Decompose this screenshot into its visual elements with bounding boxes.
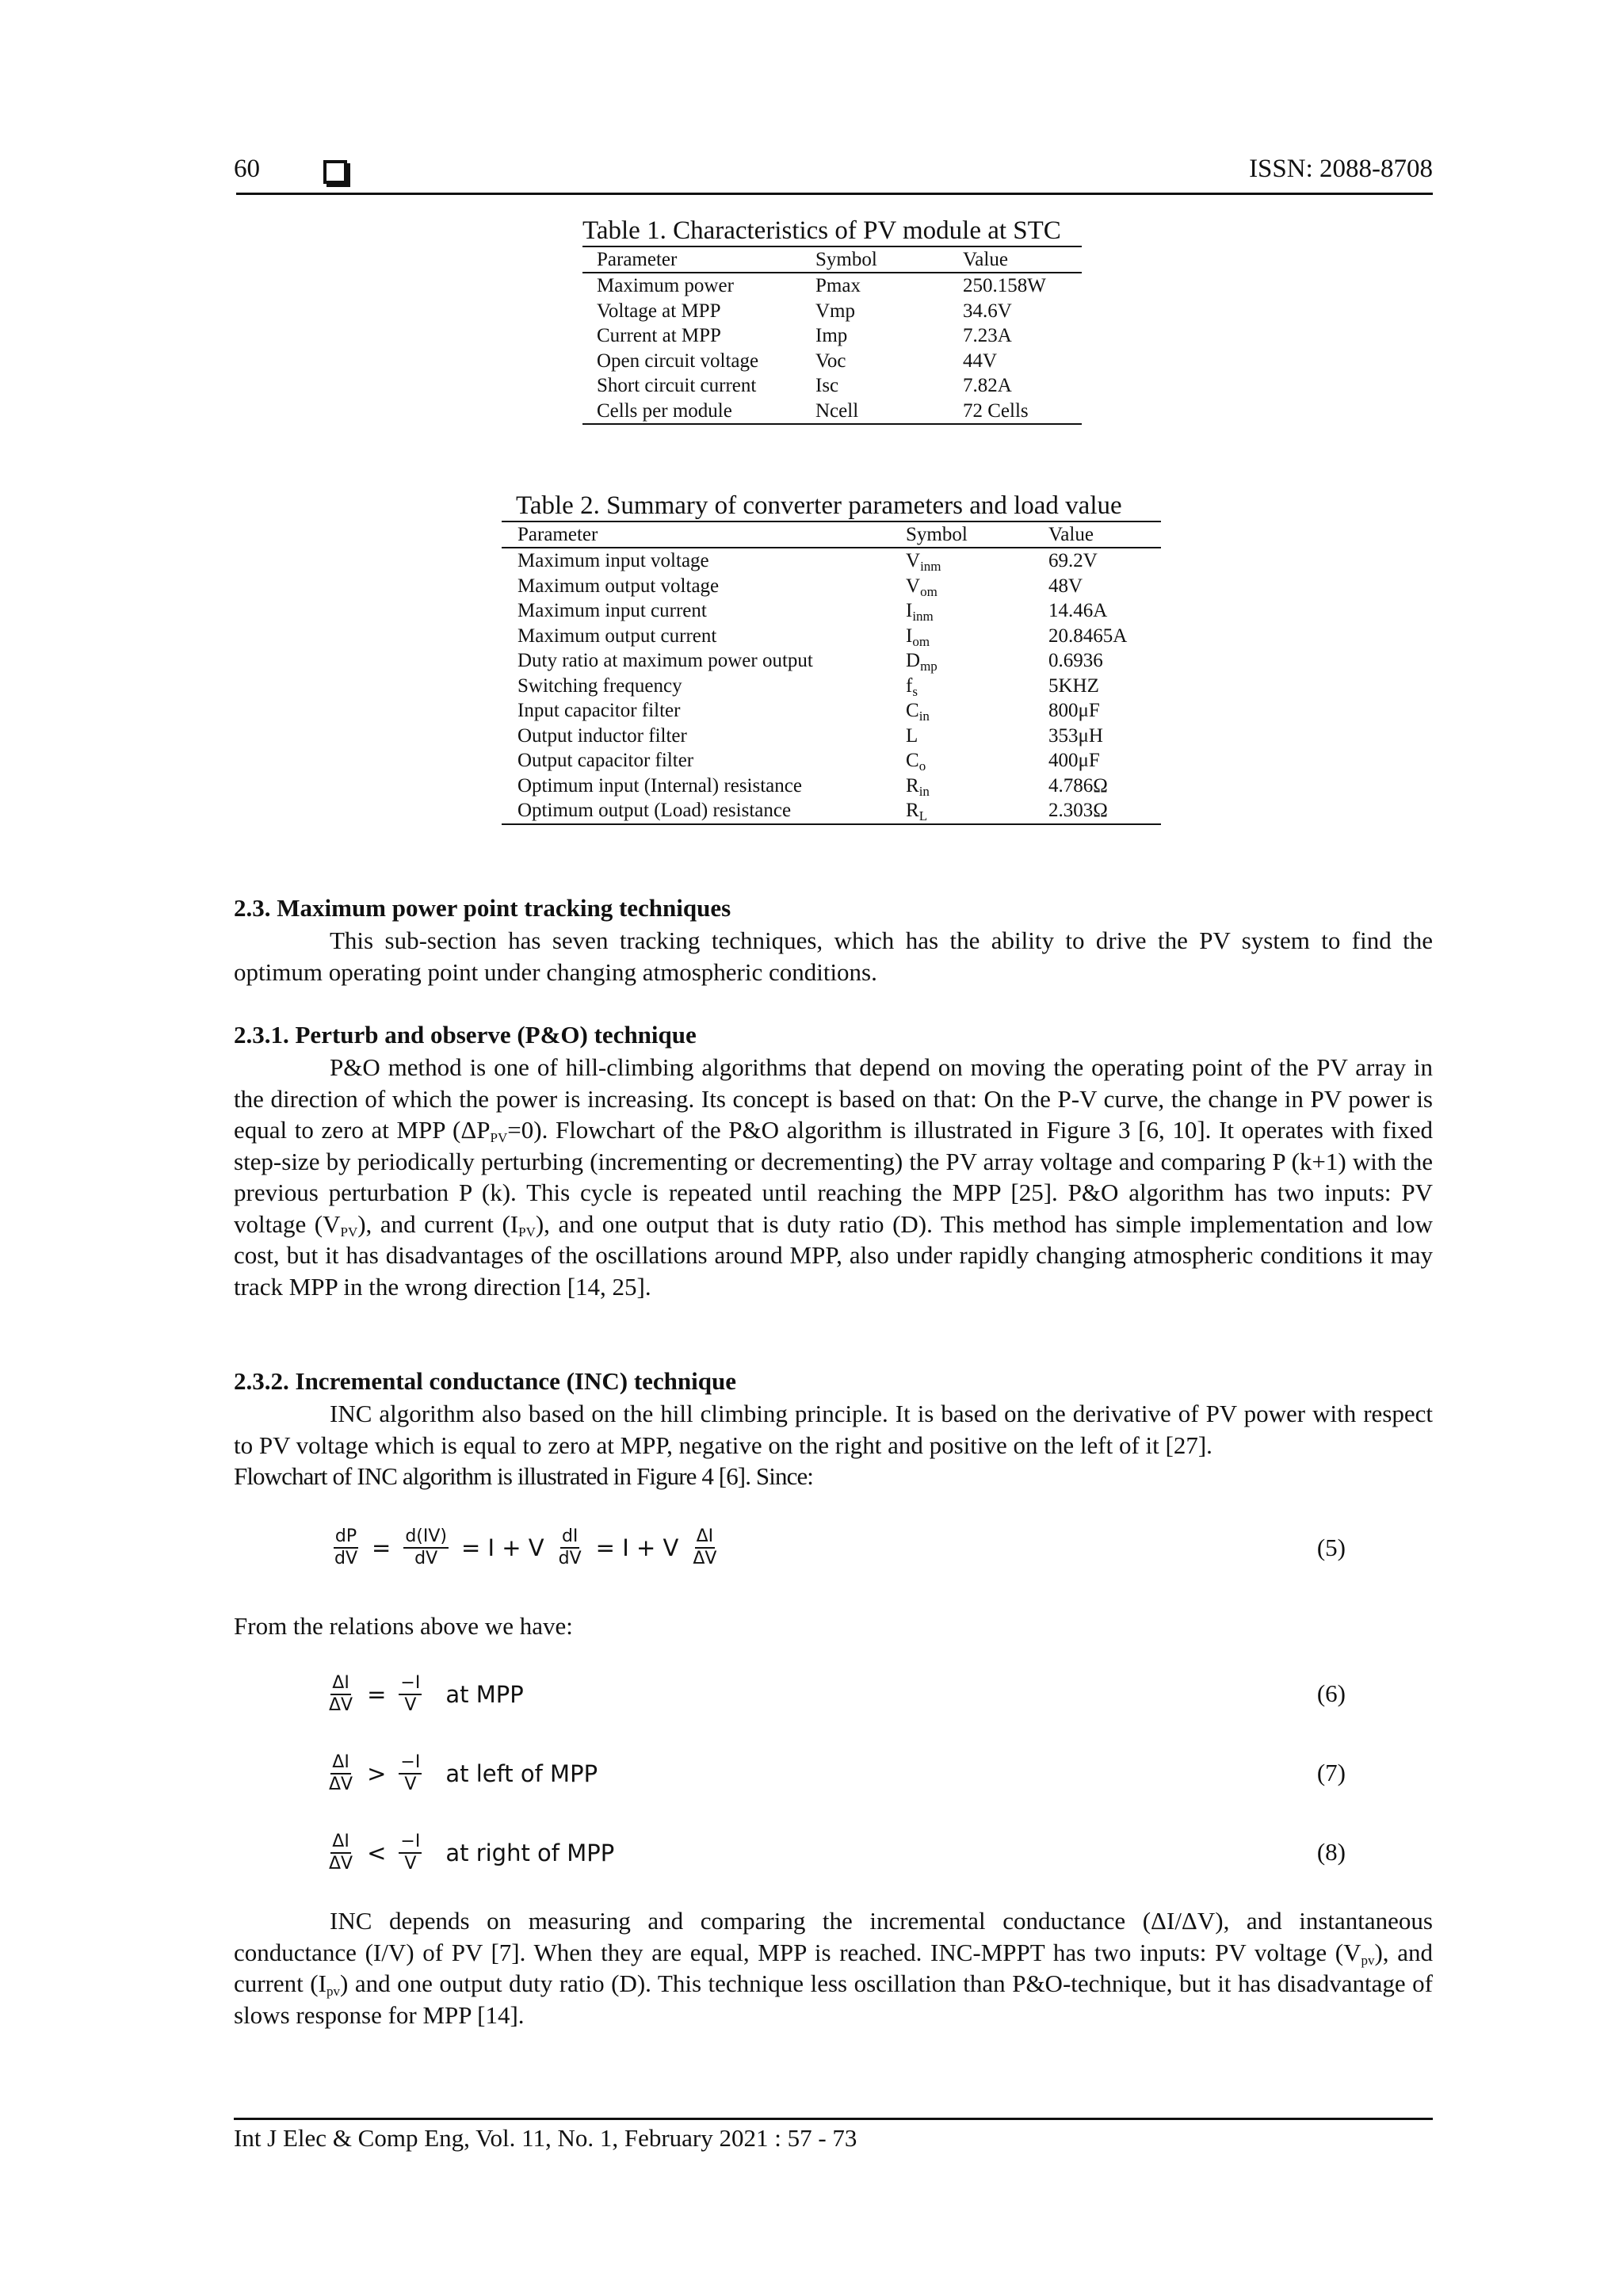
value-cell: 34.6V <box>963 300 1012 322</box>
value-cell: 4.786Ω <box>1048 774 1108 797</box>
numerator: ΔI <box>330 1832 351 1854</box>
parameter-cell: Cells per module <box>582 399 815 425</box>
value-cell: 14.46A <box>1048 600 1108 621</box>
value-cell: 353μH <box>1048 724 1103 747</box>
table-row <box>502 598 1161 624</box>
symbol-subscript: om <box>912 633 930 649</box>
column-header: Value <box>1048 521 1161 548</box>
table-row <box>502 748 1161 774</box>
subscript: pv <box>1361 1952 1375 1968</box>
symbol-subscript: in <box>918 709 930 724</box>
numerator: ΔI <box>330 1673 351 1695</box>
value-cell: 48V <box>1048 575 1083 597</box>
table-row <box>582 299 1082 324</box>
text-run: ), and one output that is duty ratio (D). This method has simple implementation and low cost, but it has disadvantages of the oscillations around MPP, also under rapidly changing atmospheric conditions it may track MPP in the wrong direction [14, 25]. <box>234 1209 1433 1301</box>
symbol-subscript: s <box>912 683 918 699</box>
section-2-3-text: This sub-section has seven tracking techniques, which has the ability to drive the PV system to find the optimum operating point under changing atmospheric conditions. <box>234 926 1433 986</box>
symbol-subscript: L <box>918 808 928 823</box>
page-number: 60 <box>234 155 260 183</box>
parameter-cell: Maximum input voltage <box>517 550 709 571</box>
symbol-cell: Ncell <box>815 399 963 425</box>
value-cell: 800μF <box>1048 700 1100 721</box>
value-cell: 72 Cells <box>963 399 1082 425</box>
value-cell: 44V <box>963 350 998 372</box>
condition-label: at right of MPP <box>445 1839 615 1866</box>
value-cell: 5KHZ <box>1048 674 1099 697</box>
symbol-base: f <box>906 674 913 697</box>
denominator: V <box>404 1854 417 1874</box>
numerator: ΔI <box>330 1752 351 1775</box>
table-2-grid <box>502 521 1161 825</box>
equation-8 <box>321 1825 621 1881</box>
symbol-cell: Vmp <box>815 300 855 322</box>
symbol-subscript: in <box>918 783 930 799</box>
parameter-cell: Maximum output voltage <box>517 575 720 597</box>
text-run: P&O method is one of hill-climbing algorithms that depend on moving the operating point of the PV array in the direction of which the power is increasing. Its concept is based on that: On the P-V curve, the change in PV power is equal to zero at MPP (ΔP <box>234 1053 1433 1144</box>
table-row <box>502 698 1161 724</box>
expression: = I + V <box>461 1534 544 1561</box>
symbol-cell: Voc <box>815 350 846 372</box>
numerator: ΔI <box>695 1526 716 1549</box>
parameter-cell: Short circuit current <box>597 375 757 396</box>
text-run: =0). Flowchart of the P&O algorithm is illustrated in Figure 3 [6, 10]. It operates with fixed step-size by periodically perturbing (incrementing or decrementing) the PV array voltage and comparing P (k+1) with the previous perturbation P (k). This cycle is repeated until reaching the MPP [25]. P&O algorithm has two inputs: PV voltage (V <box>234 1116 1433 1238</box>
table-2 <box>502 491 1161 825</box>
table-row <box>502 648 1161 674</box>
parameter-cell: Output inductor filter <box>517 724 687 747</box>
parameter-cell: Maximum power <box>597 275 734 296</box>
text-run: INC algorithm also based on the hill climbing principle. It is based on the derivative of PV power with respect to PV voltage which is equal to zero at MPP, negative on the right and positive on the left of it [27]. <box>234 1400 1433 1459</box>
equation-number: (7) <box>1316 1759 1346 1786</box>
section-2-3-2-heading: 2.3.2. Incremental conductance (INC) technique <box>234 1367 737 1395</box>
section-2-3-2-text <box>234 1398 1433 1492</box>
table-row <box>502 798 1161 824</box>
value-cell: 2.303Ω <box>1048 798 1161 824</box>
denominator: dV <box>558 1549 582 1568</box>
issn: ISSN: 2088-8708 <box>1249 155 1433 183</box>
equation-number: (5) <box>1316 1534 1346 1561</box>
subscript: PV <box>518 1224 536 1240</box>
equation-number: (6) <box>1316 1679 1346 1707</box>
fraction <box>327 1832 354 1874</box>
header-rule <box>236 193 1433 195</box>
symbol-cell <box>906 774 1048 799</box>
relations-intro: From the relations above we have: <box>234 1612 573 1640</box>
parameter-cell: Switching frequency <box>517 674 682 697</box>
footer-rule <box>234 2118 1433 2120</box>
numerator: −I <box>399 1832 422 1854</box>
table-1-grid <box>582 246 1082 425</box>
parameter-cell: Input capacitor filter <box>517 700 681 721</box>
column-header: Parameter <box>502 521 906 548</box>
denominator: ΔV <box>329 1854 353 1874</box>
subscript: PV <box>340 1224 358 1240</box>
symbol-base: I <box>906 625 913 647</box>
table-header-row <box>582 246 1082 273</box>
denominator: V <box>404 1695 417 1715</box>
fraction <box>399 1673 422 1716</box>
denominator: dV <box>414 1549 438 1568</box>
expression: = I + V <box>595 1534 679 1561</box>
numerator: dP <box>334 1526 358 1549</box>
fraction <box>403 1526 449 1569</box>
table-1 <box>582 216 1082 425</box>
parameter-cell: Optimum output (Load) resistance <box>502 798 906 824</box>
denominator: ΔV <box>693 1549 717 1568</box>
symbol-base: L <box>906 724 918 747</box>
symbol-base: D <box>906 650 921 671</box>
symbol-base: C <box>906 700 919 721</box>
symbol-cell: Imp <box>815 325 848 346</box>
inc-summary-text <box>234 1905 1433 2030</box>
operator: = <box>367 1681 387 1708</box>
equation-6 <box>321 1667 530 1722</box>
fraction <box>327 1752 354 1795</box>
equation-number: (8) <box>1316 1838 1346 1866</box>
fraction <box>333 1526 359 1569</box>
denominator: dV <box>334 1549 358 1568</box>
symbol-subscript: mp <box>920 659 938 674</box>
column-header: Parameter <box>582 246 815 273</box>
parameter-cell: Duty ratio at maximum power output <box>517 650 813 671</box>
numerator: −I <box>399 1752 422 1775</box>
text-run: Flowchart of INC algorithm is illustrated in Figure 4 [6]. Since: <box>234 1462 814 1490</box>
table-header-row <box>502 521 1161 548</box>
checkbox-square-icon <box>323 160 347 184</box>
subscript: pv <box>326 1984 340 1999</box>
symbol-base: C <box>906 750 919 771</box>
symbol-base: V <box>906 550 921 571</box>
operator: > <box>367 1760 387 1787</box>
operator: = <box>372 1534 391 1561</box>
value-cell: 20.8465A <box>1048 625 1128 647</box>
table-row <box>502 674 1161 699</box>
operator: < <box>367 1839 387 1866</box>
numerator: dI <box>560 1526 579 1549</box>
table-row <box>582 273 1082 299</box>
column-header: Symbol <box>906 521 1048 548</box>
numerator: −I <box>399 1673 422 1695</box>
section-2-3-1-text <box>234 1052 1433 1302</box>
parameter-cell: Open circuit voltage <box>597 350 759 372</box>
table-row <box>502 724 1161 749</box>
table-row <box>582 373 1082 399</box>
value-cell: 69.2V <box>1048 550 1098 571</box>
numerator: d(IV) <box>403 1526 449 1549</box>
table-row <box>502 548 1161 574</box>
denominator: ΔV <box>329 1695 353 1715</box>
symbol-base: I <box>906 600 913 621</box>
text-run: INC depends on measuring and comparing the incremental conductance (ΔI/ΔV), and instantaneous conductance (I/V) of PV [7]. When they are equal, MPP is reached. INC-MPPT has two inputs: PV voltage (V <box>234 1907 1433 1966</box>
equation-7 <box>321 1746 604 1801</box>
symbol-cell <box>906 698 1048 724</box>
footer-citation: Int J Elec & Comp Eng, Vol. 11, No. 1, February 2021 : 57 - 73 <box>234 2124 857 2152</box>
symbol-cell <box>906 748 1048 774</box>
parameter-cell: Maximum output current <box>517 625 717 647</box>
equation-5 <box>327 1520 724 1576</box>
condition-label: at left of MPP <box>445 1760 598 1787</box>
fraction <box>399 1832 422 1874</box>
fraction <box>327 1673 354 1716</box>
value-cell: 0.6936 <box>1048 650 1103 671</box>
fraction <box>557 1526 583 1569</box>
symbol-subscript: om <box>920 583 938 599</box>
symbol-cell <box>906 624 1048 649</box>
fraction <box>399 1752 422 1795</box>
text-run: ) and one output duty ratio (D). This technique less oscillation than P&O-technique, but it has disadvantage of slows response for MPP [14]. <box>234 1969 1433 2029</box>
symbol-cell <box>906 648 1048 674</box>
symbol-subscript: inm <box>920 559 941 574</box>
text-run: ), and current (I <box>234 1938 1433 1997</box>
column-header: Symbol <box>815 246 963 273</box>
symbol-cell: Isc <box>815 375 839 396</box>
symbol-subscript: o <box>918 758 926 774</box>
symbol-subscript: inm <box>912 609 934 624</box>
symbol-cell <box>906 724 1048 749</box>
value-cell: 7.23A <box>963 325 1012 346</box>
denominator: ΔV <box>329 1775 353 1794</box>
table-row <box>582 349 1082 374</box>
subscript: PV <box>490 1130 508 1145</box>
fraction <box>691 1526 718 1569</box>
text-run: ), and current (I <box>357 1209 519 1238</box>
table-row <box>582 399 1082 425</box>
symbol-base: R <box>906 774 919 797</box>
symbol-base: R <box>906 800 919 821</box>
parameter-cell: Optimum input (Internal) resistance <box>517 774 802 797</box>
condition-label: at MPP <box>445 1681 524 1708</box>
table-1-caption: Table 1. Characteristics of PV module at STC <box>582 216 1061 245</box>
denominator: V <box>404 1775 417 1794</box>
parameter-cell: Output capacitor filter <box>517 750 694 771</box>
symbol-cell <box>906 548 1048 574</box>
table-2-caption: Table 2. Summary of converter parameters and load value <box>516 491 1122 520</box>
symbol-cell <box>906 574 1048 599</box>
symbol-cell: Pmax <box>815 275 861 296</box>
section-2-3-heading: 2.3. Maximum power point tracking techniques <box>234 894 731 922</box>
symbol-cell <box>906 598 1048 624</box>
value-cell: 400μF <box>1048 750 1100 771</box>
column-header: Value <box>963 246 1082 273</box>
parameter-cell: Maximum input current <box>517 600 707 621</box>
section-2-3-1-heading: 2.3.1. Perturb and observe (P&O) technique <box>234 1021 697 1049</box>
table-row <box>502 624 1161 649</box>
table-row <box>502 774 1161 799</box>
value-cell: 7.82A <box>963 375 1012 396</box>
parameter-cell: Current at MPP <box>597 325 721 346</box>
parameter-cell: Voltage at MPP <box>597 300 721 322</box>
table-row <box>582 323 1082 349</box>
table-row <box>502 574 1161 599</box>
value-cell: 250.158W <box>963 275 1046 296</box>
symbol-cell <box>906 674 1048 699</box>
symbol-cell <box>906 798 1048 824</box>
symbol-base: V <box>906 575 921 597</box>
